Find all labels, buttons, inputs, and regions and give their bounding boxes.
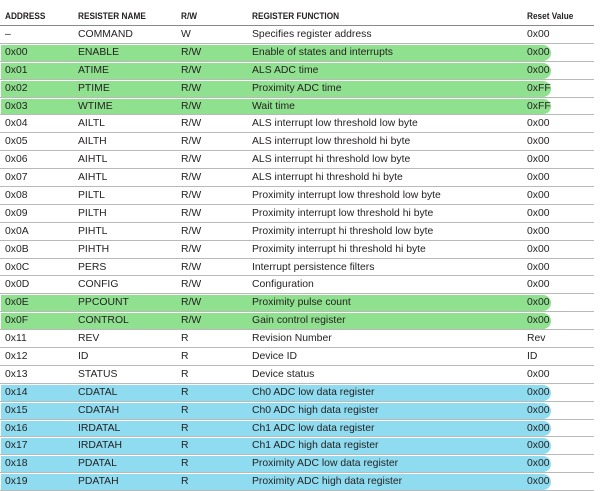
cell-reset-value: 0x00: [527, 190, 550, 202]
table-row: [0, 151, 600, 169]
cell-address: 0x03: [5, 100, 28, 112]
cell-register-name: WTIME: [78, 100, 113, 112]
cell-register-name: IRDATAL: [78, 422, 121, 434]
cell-register-function: Interrupt persistence filters: [252, 261, 375, 273]
cell-reset-value: 0x00: [527, 136, 550, 148]
cell-register-function: Ch1 ADC high data register: [252, 440, 379, 452]
cell-address: 0x07: [5, 172, 28, 184]
cell-reset-value: 0x00: [527, 315, 550, 327]
cell-rw: R: [181, 368, 189, 380]
cell-rw: R/W: [181, 297, 202, 309]
table-row: [0, 169, 600, 187]
cell-reset-value: 0x00: [527, 225, 550, 237]
cell-register-name: CDATAH: [78, 404, 120, 416]
cell-address: 0x16: [5, 422, 28, 434]
table-row: [0, 62, 600, 80]
table-row: [0, 420, 600, 438]
cell-rw: R/W: [181, 315, 202, 327]
cell-reset-value: 0x00: [527, 458, 550, 470]
cell-rw: R: [181, 333, 189, 345]
cell-register-name: PIHTH: [78, 243, 110, 255]
header-address: ADDRESS: [5, 11, 46, 22]
cell-reset-value: 0x00: [527, 64, 550, 76]
cell-reset-value: 0x00: [527, 154, 550, 166]
cell-address: 0x08: [5, 190, 28, 202]
cell-register-name: PIHTL: [78, 225, 108, 237]
table-row: [0, 26, 600, 44]
cell-register-function: Proximity pulse count: [252, 297, 351, 309]
cell-address: 0x02: [5, 82, 28, 94]
cell-rw: R/W: [181, 100, 202, 112]
table-row: [0, 44, 600, 62]
table-row: [0, 187, 600, 205]
table-row: [0, 259, 600, 277]
cell-register-name: AILTH: [78, 136, 107, 148]
cell-register-name: AIHTL: [78, 154, 108, 166]
cell-register-function: ALS interrupt hi threshold hi byte: [252, 172, 403, 184]
cell-rw: R/W: [181, 118, 202, 130]
cell-address: 0x0D: [5, 279, 30, 291]
cell-address: 0x0B: [5, 243, 29, 255]
cell-rw: R: [181, 351, 189, 363]
cell-address: 0x18: [5, 458, 28, 470]
cell-register-name: CDATAL: [78, 386, 118, 398]
cell-reset-value: 0x00: [527, 368, 550, 380]
cell-register-name: ENABLE: [78, 46, 120, 58]
cell-register-function: Proximity interrupt hi threshold low byte: [252, 225, 434, 237]
cell-reset-value: Rev: [527, 333, 546, 345]
cell-reset-value: ID: [527, 351, 538, 363]
header-rw: R/W: [181, 11, 198, 22]
cell-reset-value: 0x00: [527, 261, 550, 273]
cell-register-function: Proximity interrupt low threshold hi byte: [252, 207, 434, 219]
cell-address: 0x09: [5, 207, 28, 219]
cell-address: 0x14: [5, 386, 28, 398]
table-header-row: [0, 7, 600, 26]
cell-register-name: PDATAH: [78, 476, 119, 488]
cell-rw: R/W: [181, 190, 202, 202]
cell-register-name: AIHTL: [78, 172, 108, 184]
cell-register-name: PPCOUNT: [78, 297, 129, 309]
table-row: [0, 366, 600, 384]
cell-reset-value: 0x00: [527, 476, 550, 488]
cell-register-name: REV: [78, 333, 100, 345]
cell-register-function: Ch0 ADC high data register: [252, 404, 379, 416]
cell-register-function: Device status: [252, 368, 315, 380]
cell-rw: R/W: [181, 64, 202, 76]
cell-reset-value: 0x00: [527, 404, 550, 416]
cell-reset-value: 0x00: [527, 279, 550, 291]
table-body: [0, 26, 600, 491]
cell-rw: R/W: [181, 279, 202, 291]
cell-register-function: Configuration: [252, 279, 314, 291]
cell-register-function: Ch1 ADC low data register: [252, 422, 375, 434]
cell-reset-value: 0x00: [527, 172, 550, 184]
table-row: [0, 473, 600, 491]
cell-reset-value: 0x00: [527, 422, 550, 434]
cell-register-name: ID: [78, 351, 89, 363]
register-table: [0, 7, 600, 491]
cell-register-name: IRDATAH: [78, 440, 123, 452]
cell-register-function: Gain control register: [252, 315, 346, 327]
cell-register-function: Revision Number: [252, 333, 332, 345]
cell-register-function: ALS ADC time: [252, 64, 319, 76]
table-row: [0, 330, 600, 348]
cell-rw: R/W: [181, 136, 202, 148]
cell-register-function: Enable of states and interrupts: [252, 46, 393, 58]
cell-address: –: [5, 29, 11, 40]
table-row: [0, 384, 600, 402]
cell-address: 0x12: [5, 351, 28, 363]
cell-rw: R: [181, 440, 189, 452]
cell-rw: R/W: [181, 46, 202, 58]
header-register-function: REGISTER FUNCTION: [252, 11, 340, 22]
table-row: [0, 402, 600, 420]
cell-reset-value: 0x00: [527, 440, 550, 452]
cell-address: 0x0E: [5, 297, 29, 309]
cell-address: 0x05: [5, 136, 28, 148]
cell-reset-value: 0xFF: [527, 100, 551, 112]
table-row: [0, 437, 600, 455]
cell-rw: R/W: [181, 172, 202, 184]
cell-address: 0x0C: [5, 261, 30, 273]
cell-register-name: ATIME: [78, 64, 109, 76]
cell-reset-value: 0x00: [527, 386, 550, 398]
cell-register-name: PERS: [78, 261, 107, 273]
cell-reset-value: 0x00: [527, 118, 550, 130]
cell-rw: R/W: [181, 261, 202, 273]
cell-address: 0x15: [5, 404, 28, 416]
cell-address: 0x06: [5, 154, 28, 166]
cell-address: 0x13: [5, 368, 28, 380]
cell-reset-value: 0x00: [527, 46, 550, 58]
table-row: [0, 223, 600, 241]
table-row: [0, 276, 600, 294]
cell-register-function: ALS interrupt hi threshold low byte: [252, 154, 411, 166]
table-row: [0, 241, 600, 259]
cell-rw: R: [181, 422, 189, 434]
header-reset-value: Reset Value: [527, 11, 574, 22]
table-row: [0, 115, 600, 133]
cell-rw: R/W: [181, 82, 202, 94]
cell-register-name: CONTROL: [78, 315, 129, 327]
cell-register-name: CONFIG: [78, 279, 119, 291]
cell-register-name: STATUS: [78, 368, 118, 380]
table-row: [0, 294, 600, 312]
cell-rw: W: [181, 29, 191, 40]
cell-register-name: COMMAND: [78, 29, 133, 40]
cell-register-function: Proximity interrupt hi threshold hi byte: [252, 243, 426, 255]
cell-address: 0x11: [5, 333, 27, 345]
cell-rw: R: [181, 404, 189, 416]
cell-register-function: Proximity ADC low data register: [252, 458, 399, 470]
cell-register-function: ALS interrupt low threshold hi byte: [252, 136, 411, 148]
table-row: [0, 133, 600, 151]
cell-register-function: Proximity ADC time: [252, 82, 342, 94]
cell-rw: R/W: [181, 225, 202, 237]
cell-register-function: Specifies register address: [252, 29, 372, 40]
cell-address: 0x01: [5, 64, 28, 76]
cell-register-name: PTIME: [78, 82, 110, 94]
cell-register-function: Wait time: [252, 100, 295, 112]
table-row: [0, 312, 600, 330]
cell-register-function: ALS interrupt low threshold low byte: [252, 118, 418, 130]
cell-address: 0x00: [5, 46, 28, 58]
cell-reset-value: 0x00: [527, 29, 550, 40]
cell-register-function: Proximity ADC high data register: [252, 476, 403, 488]
cell-register-function: Device ID: [252, 351, 298, 363]
cell-reset-value: 0x00: [527, 243, 550, 255]
cell-rw: R/W: [181, 154, 202, 166]
cell-address: 0x0F: [5, 315, 29, 327]
table-row: [0, 455, 600, 473]
cell-address: 0x17: [5, 440, 28, 452]
cell-address: 0x04: [5, 118, 28, 130]
cell-register-name: PILTH: [78, 207, 107, 219]
cell-rw: R/W: [181, 243, 202, 255]
cell-reset-value: 0xFF: [527, 82, 551, 94]
header-register-name: RESISTER NAME: [78, 11, 146, 22]
cell-reset-value: 0x00: [527, 297, 550, 309]
cell-address: 0x19: [5, 476, 28, 488]
cell-address: 0x0A: [5, 225, 29, 237]
cell-register-name: AILTL: [78, 118, 105, 130]
cell-rw: R: [181, 386, 189, 398]
table-row: [0, 98, 600, 116]
cell-register-function: Proximity interrupt low threshold low byte: [252, 190, 441, 202]
cell-rw: R: [181, 458, 189, 470]
cell-rw: R: [181, 476, 189, 488]
cell-register-name: PDATAL: [78, 458, 117, 470]
cell-rw: R/W: [181, 207, 202, 219]
cell-register-name: PILTL: [78, 190, 105, 202]
table-row: [0, 205, 600, 223]
cell-reset-value: 0x00: [527, 207, 550, 219]
cell-register-function: Ch0 ADC low data register: [252, 386, 375, 398]
table-row: [0, 80, 600, 98]
table-row: [0, 348, 600, 366]
